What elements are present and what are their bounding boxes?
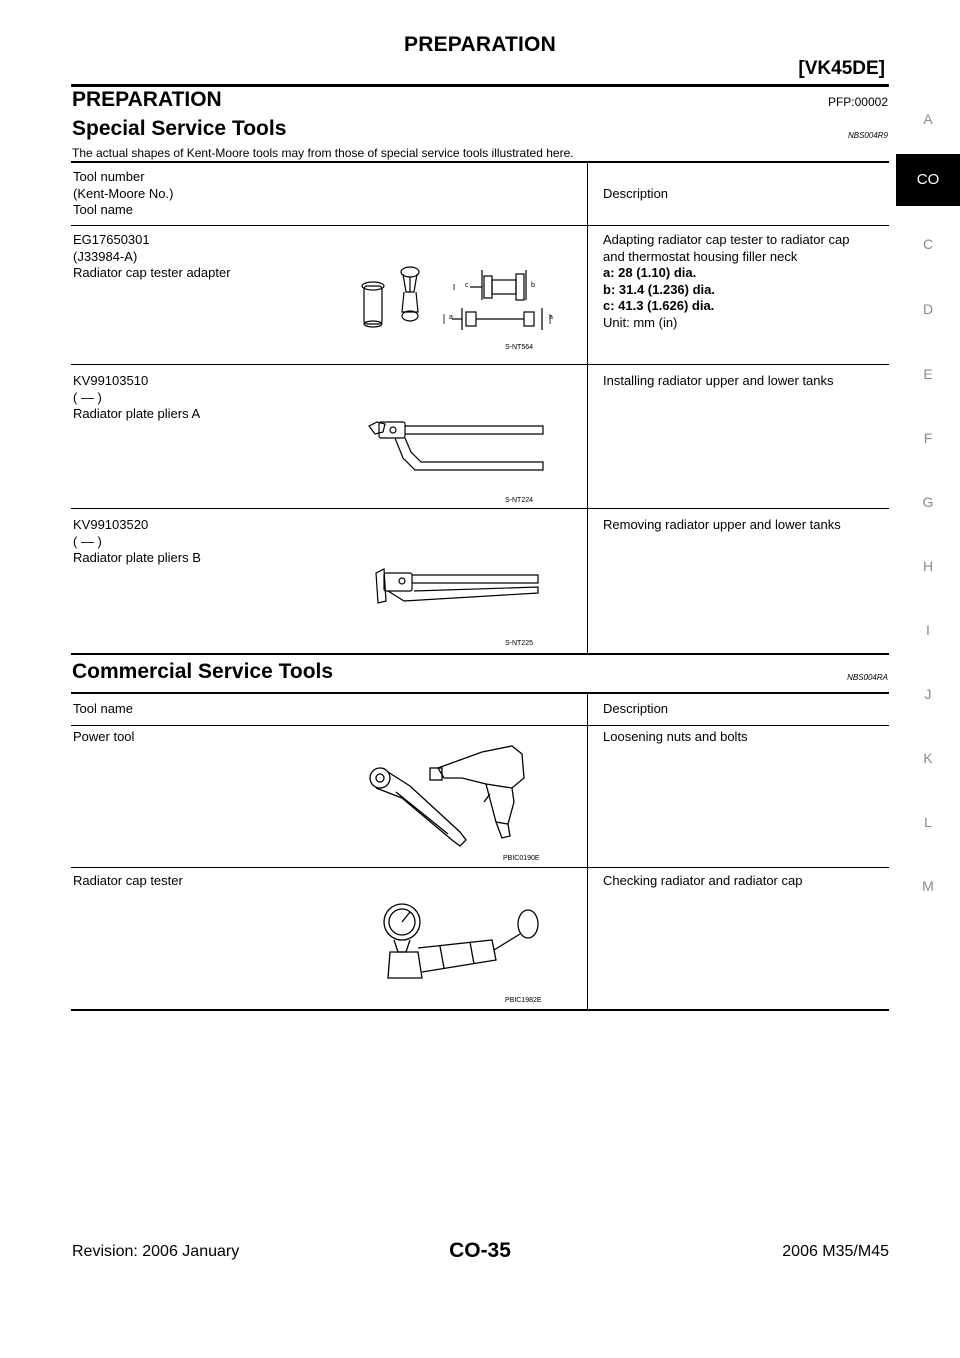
table-row-rule: [71, 508, 889, 509]
side-index-letter[interactable]: K: [923, 750, 933, 766]
col-header-description: Description: [603, 701, 669, 716]
section-heading: PREPARATION: [72, 88, 222, 111]
tool-info: KV99103510 ( — ) Radiator plate pliers A: [73, 373, 201, 421]
side-index-letter[interactable]: M: [922, 878, 934, 894]
side-index-letter[interactable]: A: [923, 111, 933, 127]
figure-code: PBIC1982E: [505, 997, 542, 1004]
side-index-letter[interactable]: F: [923, 430, 933, 446]
fig-letter-a: a: [549, 314, 553, 321]
tool-description: Installing radiator upper and lower tanks: [603, 373, 834, 388]
tool-name: Radiator cap tester: [73, 873, 183, 888]
commercial-tools-heading: Commercial Service Tools: [72, 660, 334, 683]
pfp-code: PFP:00002: [827, 95, 888, 109]
pliers-a-illustration: [365, 418, 547, 480]
footer-model: 2006 M35/M45: [782, 1243, 889, 1260]
tool-description: Checking radiator and radiator cap: [603, 873, 803, 888]
side-index-letter[interactable]: G: [922, 494, 934, 510]
footer-page-number: CO-35: [449, 1239, 511, 1262]
side-index-letter[interactable]: J: [924, 686, 932, 702]
table-header-rule: [71, 725, 889, 726]
figure-code: S-NT564: [505, 344, 534, 351]
commercial-tools-code: NBS004RA: [847, 673, 888, 682]
figure-code: S-NT225: [505, 640, 534, 647]
side-index-letter[interactable]: E: [923, 366, 933, 382]
side-index-active-tab[interactable]: CO: [896, 154, 960, 206]
cap-tester-illustration: [380, 900, 542, 988]
col-header-tool-name: Tool name: [73, 701, 133, 716]
fig-letter-c: c: [465, 282, 469, 289]
side-index-letter[interactable]: D: [922, 301, 934, 317]
page-header-title: PREPARATION: [404, 33, 556, 56]
cap-tester-adapter-illustration: [352, 262, 560, 340]
side-index-letter[interactable]: C: [922, 236, 934, 252]
fig-letter-b: b: [531, 282, 535, 289]
table-divider: [587, 162, 588, 653]
table-top-rule: [71, 692, 889, 694]
pliers-b-illustration: [374, 567, 540, 607]
table-bottom-rule: [71, 653, 889, 655]
side-index-letter[interactable]: H: [922, 558, 934, 574]
figure-code: S-NT224: [505, 497, 534, 504]
special-tools-note: The actual shapes of Kent-Moore tools may from those of special service tools illustrated here.: [72, 146, 574, 160]
table-divider: [587, 693, 588, 1009]
table-row-rule: [71, 364, 889, 365]
engine-code: [VK45DE]: [798, 58, 885, 79]
side-index-letter[interactable]: I: [926, 622, 930, 638]
table-header-rule: [71, 225, 889, 226]
side-index-letter[interactable]: L: [924, 814, 932, 830]
tool-info: KV99103520 ( — ) Radiator plate pliers B: [73, 517, 201, 565]
figure-code: PBIC0190E: [503, 855, 540, 862]
table-bottom-rule: [71, 1009, 889, 1011]
power-tool-illustration: [362, 742, 554, 850]
header-rule: [71, 84, 889, 87]
tool-description: Removing radiator upper and lower tanks: [603, 517, 841, 532]
table-top-rule: [71, 161, 889, 163]
special-tools-heading: Special Service Tools: [72, 117, 287, 140]
tool-description: Loosening nuts and bolts: [603, 729, 748, 744]
col-header-tool-number: Tool number (Kent-Moore No.) Tool name: [73, 169, 174, 217]
footer-revision: Revision: 2006 January: [72, 1243, 240, 1260]
fig-letter-a: a: [449, 314, 453, 321]
col-header-description: Description: [603, 186, 669, 201]
special-tools-code: NBS004R9: [847, 131, 888, 140]
tool-name: Power tool: [73, 729, 135, 744]
tool-info: EG17650301 (J33984-A) Radiator cap tester adapter: [73, 232, 231, 280]
tool-description: Adapting radiator cap tester to radiator cap and thermostat housing filler neck a: 28 (1.10) dia. b: 31.4 (1.236) dia. c: 41.3 (1.626) dia. Unit: mm (in): [603, 232, 850, 330]
table-row-rule: [71, 867, 889, 868]
